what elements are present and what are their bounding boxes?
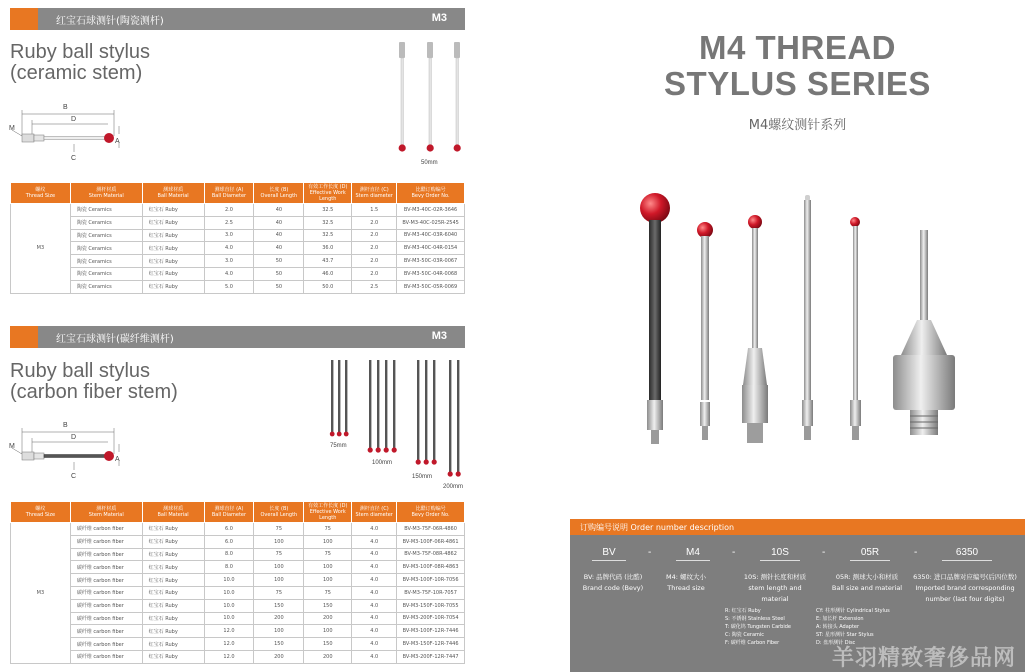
table-cell: 2.0 [352, 216, 397, 229]
table-row [11, 625, 465, 638]
col-stem-material: 测杆材质 Stem Material [70, 183, 142, 204]
table-cell: BV-M3-150F-12R-7446 [397, 638, 465, 651]
carbon-stylus-100mm-group [368, 360, 397, 453]
col-order-no: 比酷订购编号 Bevy Order No. [397, 502, 465, 523]
desc-ball: 05R: 测球大小和材质 Ball size and material [831, 573, 903, 592]
table-cell: 12.0 [204, 638, 254, 651]
table-row [11, 612, 465, 625]
code-stem: 10S [760, 547, 800, 561]
table-cell: 32.5 [304, 229, 352, 242]
table-cell: 32.5 [304, 216, 352, 229]
table-cell: BV-M3-75F-08R-4862 [397, 548, 465, 561]
table-cell: 5.0 [204, 280, 254, 293]
table-cell: 3.0 [204, 255, 254, 268]
table-cell: 2.5 [352, 280, 397, 293]
table-cell: 3.0 [204, 229, 254, 242]
table-row [11, 255, 465, 268]
section2-dimension-diagram [8, 418, 128, 488]
col-ball-diameter: 测球直径 (A) Ball Diameter [204, 502, 254, 523]
section1-title-line2: (ceramic stem) [10, 62, 143, 84]
table-cell: 4.0 [352, 586, 397, 599]
col-order-no: 比酷订购编号 Bevy Order No. [397, 183, 465, 204]
table-cell: 100 [304, 574, 352, 587]
table-cell: 红宝石 Ruby [142, 561, 204, 574]
table-cell: 4.0 [352, 625, 397, 638]
table-cell: 10.0 [204, 586, 254, 599]
table-cell: BV-M3-75F-10R-7057 [397, 586, 465, 599]
m4-stylus-product-photo [625, 180, 965, 450]
section1-header [10, 8, 465, 30]
table-cell: 红宝石 Ruby [142, 255, 204, 268]
table-cell: 2.0 [352, 242, 397, 255]
diagram1-label-d: D [71, 116, 77, 123]
caption-75mm: 75mm [330, 443, 347, 449]
table-cell: 红宝石 Ruby [142, 242, 204, 255]
stylus-ceramic-medium [697, 222, 713, 440]
table-cell: 8.0 [204, 548, 254, 561]
code-thread: M4 [676, 547, 710, 561]
table-cell: 2.0 [352, 255, 397, 268]
table-cell: 100 [304, 535, 352, 548]
carbon-stylus-200mm-group [448, 360, 461, 477]
table-cell: 10.0 [204, 599, 254, 612]
table-cell: 75 [254, 523, 304, 536]
table-cell: 12.0 [204, 625, 254, 638]
table-cell: 200 [254, 650, 304, 663]
stylus-cylinder-tip [802, 195, 813, 440]
caption-200mm: 200mm [443, 484, 464, 490]
table-cell: 碳纤维 carbon fiber [70, 625, 142, 638]
table-cell: 40 [254, 204, 304, 217]
table-cell: 2.0 [204, 204, 254, 217]
table-row [11, 523, 465, 536]
section2-spec-table [10, 501, 465, 664]
table-header-row [11, 502, 465, 523]
stylus-carbon-large-ball [640, 193, 670, 444]
col-stem-diameter: 测杆直径 (C) Stem diameter [352, 183, 397, 204]
col-thread-size: 螺纹 Thread Size [11, 502, 71, 523]
table-cell: 100 [254, 535, 304, 548]
section2-title [10, 361, 178, 403]
series-subtitle: M4螺纹测针系列 [748, 118, 847, 133]
table-cell: 50 [254, 255, 304, 268]
table-row [11, 280, 465, 293]
table-cell: 46.0 [304, 267, 352, 280]
table-cell: 红宝石 Ruby [142, 523, 204, 536]
legend-materials: R: 红宝石 Ruby S: 不锈钢 Stainless Steel T: 碳化钨 Tungsten Carbide C: 陶瓷 Ceramic F: 碳纤维 Carbon Fiber [725, 608, 791, 646]
table-cell: BV-M3-40C-025R-2545 [397, 216, 465, 229]
table-cell: 100 [304, 561, 352, 574]
code-dash: - [648, 547, 652, 558]
table-cell: 150 [254, 599, 304, 612]
header-accent [10, 8, 38, 30]
table-cell: 陶瓷 Ceramics [70, 242, 142, 255]
table-cell: 红宝石 Ruby [142, 574, 204, 587]
order-number-bar: 订购编号说明 Order number description [570, 519, 1025, 535]
series-title-line2: STYLUS SERIES [664, 65, 931, 102]
section2-title-line1: Ruby ball stylus [10, 360, 151, 382]
table-cell: BV-M3-100F-08R-4863 [397, 561, 465, 574]
table-cell: 32.5 [304, 204, 352, 217]
table-cell: 碳纤维 carbon fiber [70, 612, 142, 625]
table-cell: 100 [254, 625, 304, 638]
table-cell: 43.7 [304, 255, 352, 268]
table-cell: 红宝石 Ruby [142, 267, 204, 280]
table-cell: 10.0 [204, 574, 254, 587]
table-cell: BV-M3-75F-06R-4860 [397, 523, 465, 536]
table-cell: 150 [304, 638, 352, 651]
table-cell: 2.0 [352, 229, 397, 242]
table-cell: 碳纤维 carbon fiber [70, 574, 142, 587]
table-cell: 1.5 [352, 204, 397, 217]
table-cell: 红宝石 Ruby [142, 204, 204, 217]
code-dash: - [822, 547, 826, 558]
col-effective-length: 有效工作长度 (D) Effective Work Length [304, 502, 352, 523]
table-cell: 10.0 [204, 612, 254, 625]
diagram1-label-b: B [63, 104, 68, 111]
ceramic-stylus-1 [399, 42, 406, 152]
table-row [11, 599, 465, 612]
table-cell: 100 [254, 574, 304, 587]
table-cell: 150 [254, 638, 304, 651]
code-dash: - [732, 547, 736, 558]
section1-header-code: M3 [431, 12, 447, 24]
code-imported: 6350 [942, 547, 992, 561]
desc-brand: BV: 品牌代码 (比酷) Brand code (Bevy) [582, 573, 644, 592]
table-cell: 碳纤维 carbon fiber [70, 523, 142, 536]
table-cell: 碳纤维 carbon fiber [70, 535, 142, 548]
table-row [11, 561, 465, 574]
section1-photo-caption: 50mm [421, 160, 438, 166]
section1-header-title: 红宝石球测针(陶瓷测杆) [56, 16, 164, 27]
header-accent [10, 326, 38, 348]
table-cell: 4.0 [352, 523, 397, 536]
section1-title [10, 42, 150, 84]
table-cell: 红宝石 Ruby [142, 625, 204, 638]
table-cell: BV-M3-50C-05R-0069 [397, 280, 465, 293]
diagram2-label-d: D [71, 434, 77, 441]
table-cell: 碳纤维 carbon fiber [70, 586, 142, 599]
table-cell: BV-M3-200F-10R-7054 [397, 612, 465, 625]
table-cell: 36.0 [304, 242, 352, 255]
table-cell: 陶瓷 Ceramics [70, 280, 142, 293]
table-cell: 红宝石 Ruby [142, 612, 204, 625]
table-row [11, 535, 465, 548]
col-thread-size: 螺纹 Thread Size [11, 183, 71, 204]
table-cell: 50 [254, 267, 304, 280]
table-cell: 4.0 [352, 535, 397, 548]
table-cell: 碳纤维 carbon fiber [70, 638, 142, 651]
table-cell: BV-M3-50C-04R-0068 [397, 267, 465, 280]
table-row [11, 650, 465, 663]
table-cell: 4.0 [204, 267, 254, 280]
section2-stylus-photo [325, 356, 475, 486]
table-cell: BV-M3-40C-03R-6040 [397, 229, 465, 242]
table-cell: 200 [304, 650, 352, 663]
diagram1-label-c: C [71, 155, 77, 162]
code-brand: BV [592, 547, 626, 561]
table-cell: 陶瓷 Ceramics [70, 216, 142, 229]
table-cell: 50 [254, 280, 304, 293]
caption-150mm: 150mm [412, 474, 433, 480]
table-row [11, 267, 465, 280]
table-cell: 2.5 [204, 216, 254, 229]
carbon-stylus-150mm-group [416, 360, 437, 465]
table-cell: 红宝石 Ruby [142, 638, 204, 651]
table-cell: 红宝石 Ruby [142, 229, 204, 242]
table-cell: 碳纤维 carbon fiber [70, 561, 142, 574]
diagram2-label-b: B [63, 422, 68, 429]
thread-size-cell: M3 [11, 204, 71, 294]
table-cell: 碳纤维 carbon fiber [70, 548, 142, 561]
table-row [11, 548, 465, 561]
table-row [11, 638, 465, 651]
table-cell: 4.0 [352, 548, 397, 561]
diagram2-label-c: C [71, 473, 77, 480]
table-cell: 4.0 [352, 599, 397, 612]
ceramic-stylus-3 [454, 42, 461, 152]
table-cell: 红宝石 Ruby [142, 586, 204, 599]
desc-stem: 10S: 测针长度和材质 stem length and material [743, 573, 807, 603]
table-cell: 8.0 [204, 561, 254, 574]
table-cell: 4.0 [204, 242, 254, 255]
table-cell: 12.0 [204, 650, 254, 663]
table-cell: BV-M3-200F-12R-7447 [397, 650, 465, 663]
table-cell: 红宝石 Ruby [142, 280, 204, 293]
table-cell: 200 [254, 612, 304, 625]
col-ball-diameter: 测球直径 (A) Ball Diameter [204, 183, 254, 204]
section2-header [10, 326, 465, 348]
col-effective-length: 有效工作长度 (D) Effective Work Length [304, 183, 352, 204]
section1-dimension-diagram [8, 100, 128, 170]
col-ball-material: 测球材质 Ball Material [142, 183, 204, 204]
table-cell: 75 [254, 586, 304, 599]
section2-header-title: 红宝石球测针(碳纤维测杆) [56, 334, 174, 345]
stylus-stepped-shaft [742, 215, 768, 443]
col-stem-diameter: 测杆直径 (C) Stem diameter [352, 502, 397, 523]
table-cell: 碳纤维 carbon fiber [70, 599, 142, 612]
table-cell: 4.0 [352, 574, 397, 587]
table-cell: 红宝石 Ruby [142, 548, 204, 561]
legend-types: CY: 柱形测针 Cylindrical Stylus E: 加长杆 Extension A: 转接头 Adapter ST: 星形测针 Star Stylus D: 盘形测针 Disc [816, 608, 890, 646]
desc-thread: M4: 螺纹大小 Thread size [666, 573, 706, 592]
table-cell: 红宝石 Ruby [142, 535, 204, 548]
table-cell: 75 [254, 548, 304, 561]
desc-imported: 6350: 进口品牌对应编号(后四位数) Imported brand corresponding number (last four digits) [913, 573, 1017, 603]
col-stem-material: 测杆材质 Stem Material [70, 502, 142, 523]
col-ball-material: 测球材质 Ball Material [142, 502, 204, 523]
table-cell: 50.0 [304, 280, 352, 293]
table-cell: BV-M3-100F-06R-4861 [397, 535, 465, 548]
table-cell: 75 [304, 523, 352, 536]
table-cell: 红宝石 Ruby [142, 599, 204, 612]
carbon-stylus-75mm-group [330, 360, 349, 436]
table-cell: 碳纤维 carbon fiber [70, 650, 142, 663]
table-cell: 4.0 [352, 612, 397, 625]
stylus-small-ball [850, 217, 861, 440]
table-cell: 2.0 [352, 267, 397, 280]
table-cell: BV-M3-40C-04R-0154 [397, 242, 465, 255]
table-cell: 陶瓷 Ceramics [70, 267, 142, 280]
table-cell: 40 [254, 216, 304, 229]
table-row [11, 586, 465, 599]
section1-stylus-photo [388, 40, 470, 158]
table-cell: 红宝石 Ruby [142, 216, 204, 229]
section2-header-code: M3 [431, 330, 447, 342]
table-header-row [11, 183, 465, 204]
table-cell: 4.0 [352, 650, 397, 663]
thread-size-cell: M3 [11, 523, 71, 664]
table-cell: 6.0 [204, 523, 254, 536]
table-cell: BV-M3-40C-02R-3646 [397, 204, 465, 217]
table-cell: BV-M3-100F-10R-7056 [397, 574, 465, 587]
table-cell: 100 [304, 625, 352, 638]
table-row [11, 242, 465, 255]
diagram1-label-a: A [115, 138, 120, 145]
table-cell: 陶瓷 Ceramics [70, 204, 142, 217]
table-cell: 红宝石 Ruby [142, 650, 204, 663]
watermark: 羊羽精致奢侈品网 [832, 646, 1017, 671]
table-cell: 100 [254, 561, 304, 574]
series-title-line1: M4 THREAD [698, 29, 896, 66]
table-row [11, 229, 465, 242]
table-cell: 40 [254, 229, 304, 242]
table-cell: 40 [254, 242, 304, 255]
section1-spec-table [10, 182, 465, 294]
code-ball: 05R [850, 547, 890, 561]
table-cell: 200 [304, 612, 352, 625]
ceramic-stylus-2 [427, 42, 434, 152]
col-overall-length: 长度 (B) Overall Length [254, 502, 304, 523]
table-row [11, 204, 465, 217]
table-cell: BV-M3-150F-10R-7055 [397, 599, 465, 612]
table-cell: 陶瓷 Ceramics [70, 229, 142, 242]
code-dash: - [914, 547, 918, 558]
diagram1-label-m: M [9, 125, 15, 132]
table-cell: 4.0 [352, 561, 397, 574]
table-cell: 75 [304, 548, 352, 561]
diagram2-label-a: A [115, 456, 120, 463]
table-cell: 150 [304, 599, 352, 612]
table-row [11, 216, 465, 229]
table-row [11, 574, 465, 587]
section2-title-line2: (carbon fiber stem) [10, 381, 178, 403]
section1-title-line1: Ruby ball stylus [10, 41, 151, 63]
table-cell: 6.0 [204, 535, 254, 548]
caption-100mm: 100mm [372, 460, 393, 466]
table-cell: 4.0 [352, 638, 397, 651]
table-cell: 陶瓷 Ceramics [70, 255, 142, 268]
table-cell: BV-M3-50C-03R-0067 [397, 255, 465, 268]
table-cell: 75 [304, 586, 352, 599]
diagram2-label-m: M [9, 443, 15, 450]
table-cell: BV-M3-100F-12R-7446 [397, 625, 465, 638]
stylus-extension-cone [893, 230, 955, 435]
col-overall-length: 长度 (B) Overall Length [254, 183, 304, 204]
